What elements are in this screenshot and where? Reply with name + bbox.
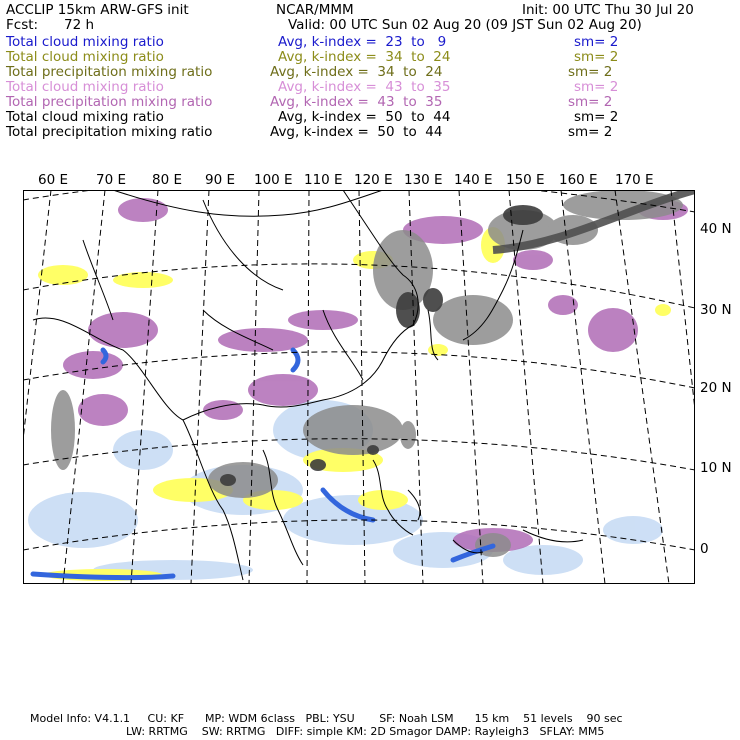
legend-name: Total precipitation mixing ratio bbox=[6, 94, 213, 110]
legend-name: Total cloud mixing ratio bbox=[6, 109, 164, 125]
legend-row-5 bbox=[6, 95, 726, 110]
model-info-line-2: LW: RRTMG SW: RRTMG DIFF: simple KM: 2D Smagor DAMP: Rayleigh3 SFLAY: MM5 bbox=[126, 725, 605, 738]
legend-row-2 bbox=[6, 50, 726, 65]
model-info-line-1: Model Info: V4.1.1 CU: KF MP: WDM 6class PBL: YSU SF: Noah LSM 15 km 51 levels 90 sec bbox=[30, 712, 623, 725]
lat-label: 20 N bbox=[700, 380, 732, 396]
lon-label: 100 E bbox=[254, 172, 293, 188]
legend-sm: sm= 2 bbox=[568, 94, 613, 110]
legend-row-6 bbox=[6, 110, 726, 125]
legend-name: Total precipitation mixing ratio bbox=[6, 64, 213, 80]
lon-label: 170 E bbox=[615, 172, 654, 188]
legend-avg: Avg, k-index = 43 to 35 bbox=[278, 79, 451, 95]
legend-sm: sm= 2 bbox=[574, 109, 619, 125]
lon-label: 90 E bbox=[205, 172, 235, 188]
lat-label: 0 bbox=[700, 541, 709, 557]
model-title: ACCLIP 15km ARW-GFS init bbox=[6, 2, 189, 18]
legend-sm: sm= 2 bbox=[574, 79, 619, 95]
legend-sm: sm= 2 bbox=[574, 49, 619, 65]
legend-row-4 bbox=[6, 80, 726, 95]
lat-label: 10 N bbox=[700, 460, 732, 476]
lon-label: 140 E bbox=[454, 172, 493, 188]
legend-row-3 bbox=[6, 65, 726, 80]
lon-label: 120 E bbox=[354, 172, 393, 188]
lon-label: 60 E bbox=[38, 172, 68, 188]
legend-avg: Avg, k-index = 43 to 35 bbox=[270, 94, 443, 110]
legend-row-7 bbox=[6, 125, 726, 140]
lon-label: 70 E bbox=[96, 172, 126, 188]
org-label: NCAR/MMM bbox=[276, 2, 354, 18]
legend-sm: sm= 2 bbox=[574, 34, 619, 50]
valid-time: Valid: 00 UTC Sun 02 Aug 20 (09 JST Sun 02 Aug 20) bbox=[288, 17, 642, 33]
legend-name: Total cloud mixing ratio bbox=[6, 79, 164, 95]
lon-label: 150 E bbox=[506, 172, 545, 188]
lat-label: 30 N bbox=[700, 302, 732, 318]
lon-label: 160 E bbox=[559, 172, 598, 188]
legend-row-1 bbox=[6, 35, 726, 50]
legend-sm: sm= 2 bbox=[568, 64, 613, 80]
legend-sm: sm= 2 bbox=[568, 124, 613, 140]
init-time: Init: 00 UTC Thu 30 Jul 20 bbox=[522, 2, 694, 18]
fcst-label: Fcst: bbox=[6, 17, 39, 33]
lat-label: 40 N bbox=[700, 221, 732, 237]
lon-label: 130 E bbox=[404, 172, 443, 188]
legend-avg: Avg, k-index = 34 to 24 bbox=[278, 49, 451, 65]
legend-name: Total cloud mixing ratio bbox=[6, 49, 164, 65]
forecast-map bbox=[23, 190, 695, 584]
fcst-value: 72 h bbox=[64, 17, 95, 33]
legend-avg: Avg, k-index = 50 to 44 bbox=[278, 109, 451, 125]
legend-name: Total cloud mixing ratio bbox=[6, 34, 164, 50]
legend-avg: Avg, k-index = 23 to 9 bbox=[278, 34, 447, 50]
legend-avg: Avg, k-index = 50 to 44 bbox=[270, 124, 443, 140]
legend-name: Total precipitation mixing ratio bbox=[6, 124, 213, 140]
lon-label: 80 E bbox=[152, 172, 182, 188]
legend-avg: Avg, k-index = 34 to 24 bbox=[270, 64, 443, 80]
lon-label: 110 E bbox=[304, 172, 343, 188]
